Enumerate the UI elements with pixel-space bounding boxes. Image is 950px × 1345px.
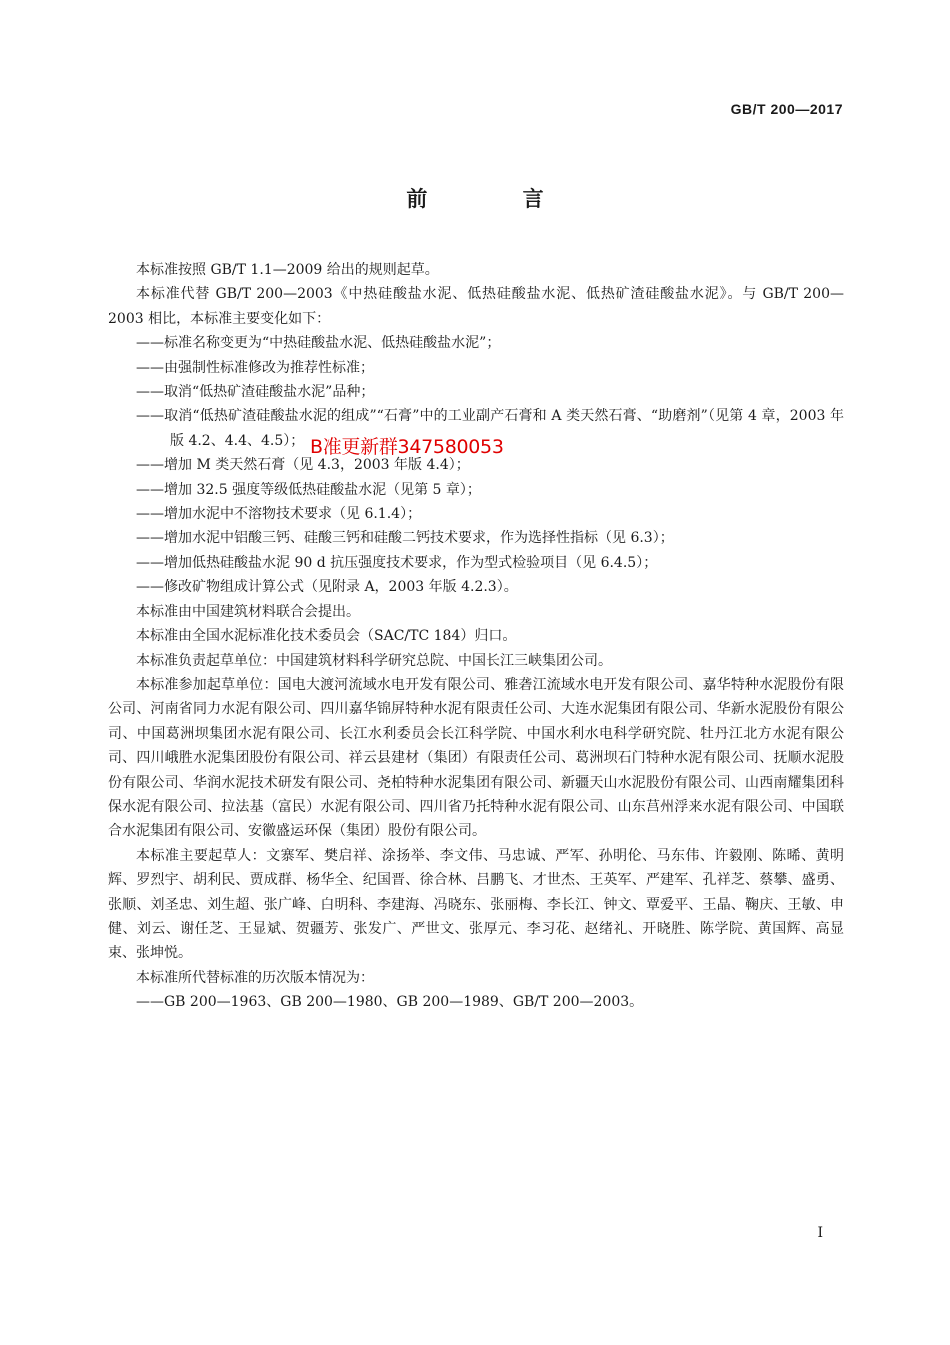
paragraph: 本标准由全国水泥标准化技术委员会（SAC/TC 184）归口。 xyxy=(136,628,517,645)
list-item: ——增加水泥中铝酸三钙、硅酸三钙和硅酸二钙技术要求，作为选择性指标（见 6.3）； xyxy=(136,530,674,547)
paragraph: 本标准代替 GB/T 200—2003《中热硅酸盐水泥、低热硅酸盐水泥、低热矿渣硅酸盐水泥》。与 GB/T 200—2003 相比，本标准主要变化如下： xyxy=(108,286,844,327)
paragraph: 本标准参加起草单位：国电大渡河流域水电开发有限公司、雅砻江流域水电开发有限公司、嘉华特种水泥股份有限公司、河南省同力水泥有限公司、四川嘉华锦屏特种水泥有限责任公司、大连水泥集团有限公司、华新水泥股份有限公司、中国葛洲坝集团水泥有限公司、长江水利委员会长江科学院、中国水利水电科学研究院、牡丹江北方水泥有限公司、四川峨胜水泥集团股份有限公司、祥云县建材（集团）有限责任公司、葛洲坝石门特种水泥有限公司、抚顺水泥股份有限公司、华润水泥技术研发有限公司、尧柏特种水泥集团有限公司、新疆天山水泥股份有限公司、山西南耀集团科保水泥有限公司、拉法基（富民）水泥有限公司、四川省乃托特种水泥有限公司、山东莒州浮来水泥有限公司、中国联合水泥集团有限公司、安徽盛运环保（集团）股份有限公司。 xyxy=(108,676,844,840)
foreword-body xyxy=(108,258,844,1015)
standard-code: GB/T 200—2017 xyxy=(730,101,843,117)
paragraph: 本标准按照 GB/T 1.1—2009 给出的规则起草。 xyxy=(136,262,439,278)
paragraph: 本标准由中国建筑材料联合会提出。 xyxy=(136,603,360,620)
paragraph: 本标准所代替标准的历次版本情况为： xyxy=(136,969,374,986)
list-item: ——修改矿物组成计算公式（见附录 A，2003 年版 4.2.3）。 xyxy=(136,579,518,596)
page-title: 前 言 xyxy=(406,187,588,211)
list-item: ——由强制性标准修改为推荐性标准； xyxy=(136,359,374,376)
list-item: ——增加 M 类天然石膏（见 4.3，2003 年版 4.4）； xyxy=(136,457,470,474)
paragraph: 本标准负责起草单位：中国建筑材料科学研究总院、中国长江三峡集团公司。 xyxy=(136,652,612,669)
list-item: ——增加低热硅酸盐水泥 90 d 抗压强度技术要求，作为型式检验项目（见 6.4.5）； xyxy=(136,554,658,571)
paragraph: 本标准主要起草人：文寨军、樊启祥、涂扬举、李文伟、马忠诚、严军、孙明伦、马东伟、许毅刚、陈晞、黄明辉、罗烈宇、胡利民、贾成群、杨华全、纪国晋、徐合林、吕鹏飞、才世杰、王英军、严建军、孔祥芝、蔡攀、盛勇、张顺、刘圣忠、刘生超、张广峰、白明科、李建海、冯晓东、张丽梅、李长江、钟文、覃爱平、王晶、鞠庆、王敏、申健、刘云、谢任芝、王显斌、贺疆芳、张发广、严世文、张厚元、李习花、赵绪礼、开晓胜、陈学院、黄国辉、高显束、张坤悦。 xyxy=(108,847,844,962)
watermark-text: B准更新群347580053 xyxy=(310,436,504,458)
list-item: ——增加水泥中不溶物技术要求（见 6.1.4）； xyxy=(136,506,422,523)
page-number: I xyxy=(817,1225,823,1241)
list-item: ——GB 200—1963、GB 200—1980、GB 200—1989、GB/T 200—2003。 xyxy=(136,994,644,1011)
list-item: ——标准名称变更为“中热硅酸盐水泥、低热硅酸盐水泥”； xyxy=(136,335,501,352)
list-item: ——增加 32.5 强度等级低热硅酸盐水泥（见第 5 章）； xyxy=(136,481,481,498)
list-item: ——取消“低热矿渣硅酸盐水泥”品种； xyxy=(136,384,375,401)
list-item: ——取消“低热矿渣硅酸盐水泥的组成”“石膏”中的工业副产石膏和 A 类天然石膏、“助磨剂”（见第 4 章，2003 年版 4.2、4.4、4.5）； xyxy=(136,408,844,449)
